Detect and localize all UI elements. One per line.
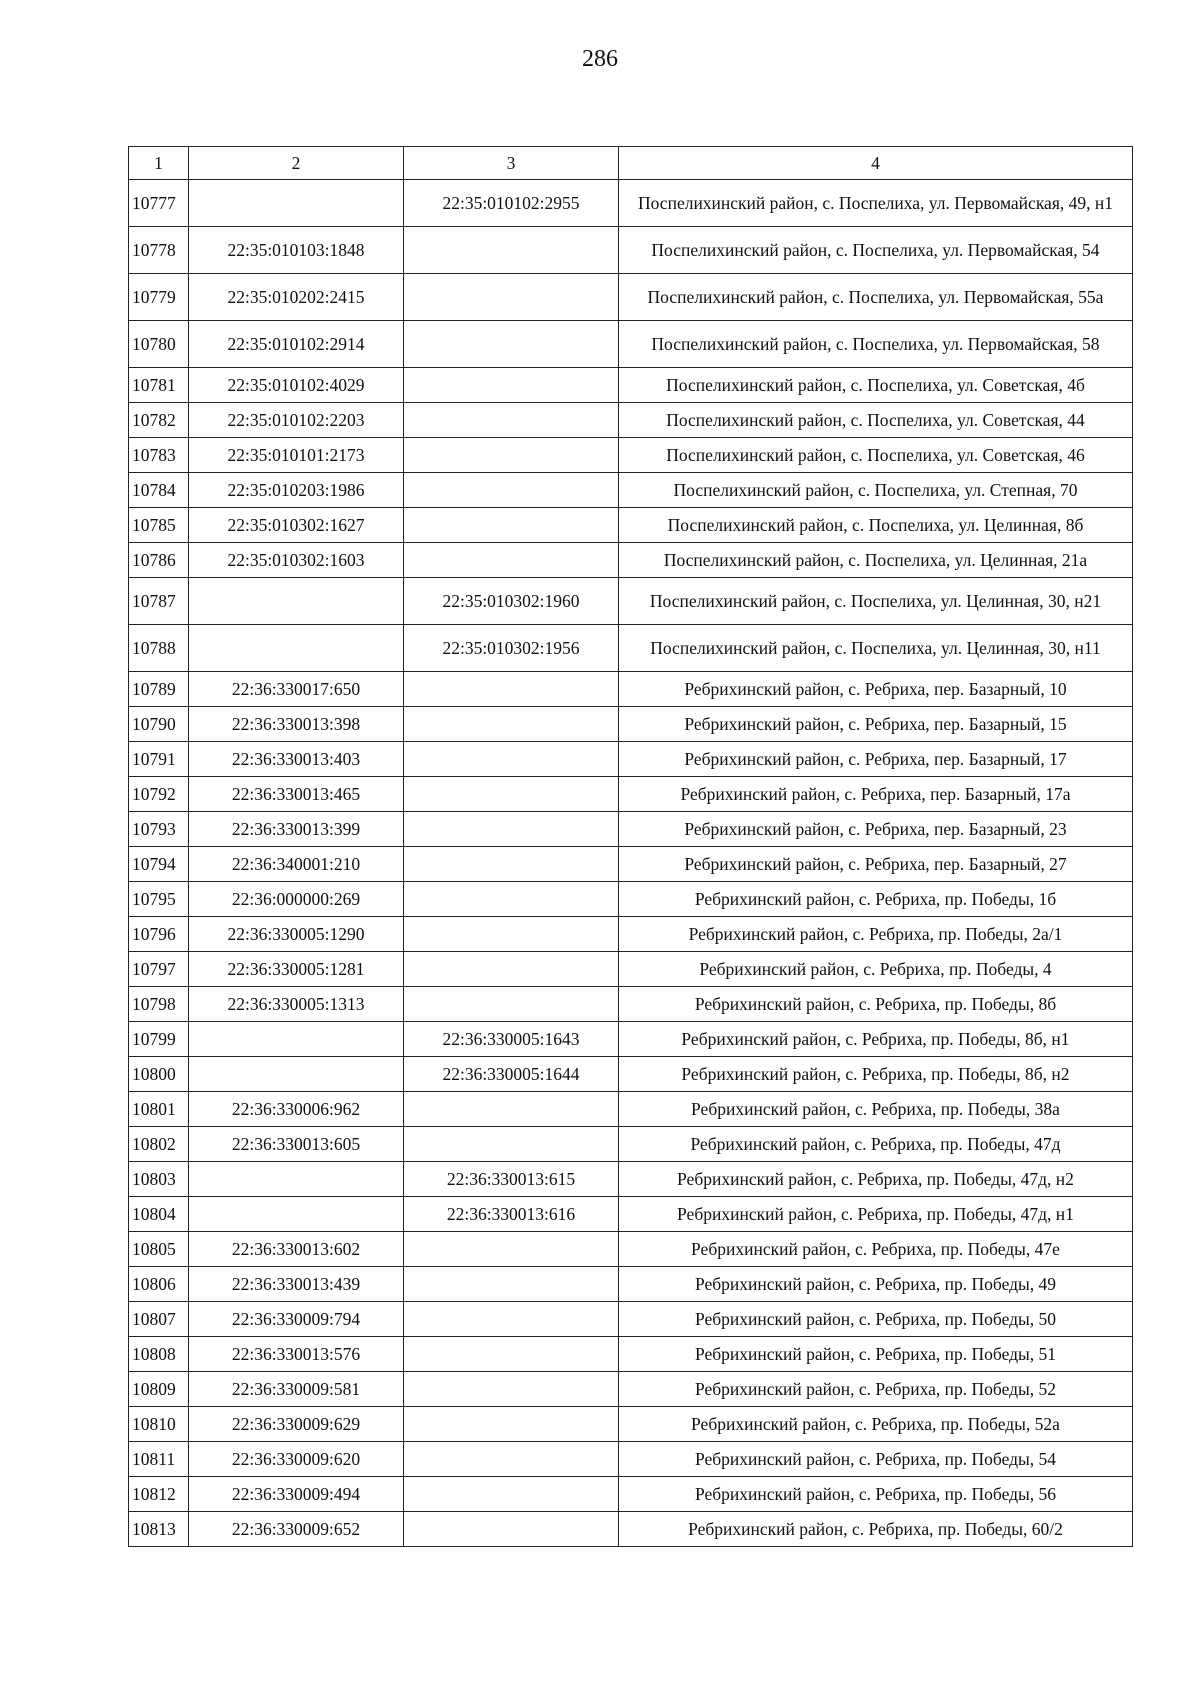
premises-cadastral-number-cell: 22:36:330013:615 xyxy=(404,1162,619,1197)
address-cell: Поспелихинский район, с. Поспелиха, ул. Советская, 44 xyxy=(619,403,1133,438)
address-cell: Ребрихинский район, с. Ребриха, пр. Победы, 54 xyxy=(619,1442,1133,1477)
row-number-cell: 10790 xyxy=(129,707,189,742)
table-row xyxy=(129,987,1133,1022)
address-cell: Ребрихинский район, с. Ребриха, пр. Победы, 49 xyxy=(619,1267,1133,1302)
row-number-cell: 10796 xyxy=(129,917,189,952)
table-row xyxy=(129,438,1133,473)
cadastral-number-cell: 22:36:330013:398 xyxy=(189,707,404,742)
row-number-cell: 10782 xyxy=(129,403,189,438)
row-number-cell: 10787 xyxy=(129,578,189,625)
table-row xyxy=(129,1057,1133,1092)
row-number-cell: 10780 xyxy=(129,321,189,368)
registry-table xyxy=(128,146,1133,1547)
premises-cadastral-number-cell xyxy=(404,1512,619,1547)
row-number-cell: 10798 xyxy=(129,987,189,1022)
address-cell: Поспелихинский район, с. Поспелиха, ул. Целинная, 30, н21 xyxy=(619,578,1133,625)
table-body xyxy=(129,180,1133,1547)
row-number-cell: 10812 xyxy=(129,1477,189,1512)
row-number-cell: 10804 xyxy=(129,1197,189,1232)
cadastral-number-cell: 22:36:330013:403 xyxy=(189,742,404,777)
address-cell: Ребрихинский район, с. Ребриха, пр. Победы, 47д xyxy=(619,1127,1133,1162)
cadastral-number-cell: 22:36:330013:439 xyxy=(189,1267,404,1302)
cadastral-number-cell xyxy=(189,1022,404,1057)
address-cell: Поспелихинский район, с. Поспелиха, ул. Советская, 4б xyxy=(619,368,1133,403)
table-row xyxy=(129,672,1133,707)
address-cell: Поспелихинский район, с. Поспелиха, ул. Целинная, 21а xyxy=(619,543,1133,578)
premises-cadastral-number-cell xyxy=(404,777,619,812)
row-number-cell: 10806 xyxy=(129,1267,189,1302)
cadastral-number-cell: 22:36:330009:652 xyxy=(189,1512,404,1547)
row-number-cell: 10799 xyxy=(129,1022,189,1057)
premises-cadastral-number-cell xyxy=(404,1092,619,1127)
cadastral-number-cell xyxy=(189,625,404,672)
address-cell: Ребрихинский район, с. Ребриха, пер. Базарный, 17 xyxy=(619,742,1133,777)
row-number-cell: 10791 xyxy=(129,742,189,777)
table-row xyxy=(129,403,1133,438)
premises-cadastral-number-cell: 22:35:010302:1960 xyxy=(404,578,619,625)
table-row xyxy=(129,917,1133,952)
cadastral-number-cell: 22:35:010302:1627 xyxy=(189,508,404,543)
premises-cadastral-number-cell xyxy=(404,274,619,321)
cadastral-number-cell: 22:36:330009:494 xyxy=(189,1477,404,1512)
address-cell: Ребрихинский район, с. Ребриха, пер. Базарный, 17а xyxy=(619,777,1133,812)
premises-cadastral-number-cell xyxy=(404,1232,619,1267)
row-number-cell: 10803 xyxy=(129,1162,189,1197)
premises-cadastral-number-cell xyxy=(404,1302,619,1337)
premises-cadastral-number-cell xyxy=(404,882,619,917)
row-number-cell: 10795 xyxy=(129,882,189,917)
table-row xyxy=(129,1022,1133,1057)
premises-cadastral-number-cell xyxy=(404,1337,619,1372)
premises-cadastral-number-cell xyxy=(404,1477,619,1512)
row-number-cell: 10801 xyxy=(129,1092,189,1127)
premises-cadastral-number-cell xyxy=(404,543,619,578)
table-row xyxy=(129,180,1133,227)
premises-cadastral-number-cell xyxy=(404,742,619,777)
header-col-3: 3 xyxy=(404,147,619,180)
table-row xyxy=(129,952,1133,987)
cadastral-number-cell: 22:36:330009:620 xyxy=(189,1442,404,1477)
address-cell: Ребрихинский район, с. Ребриха, пр. Победы, 51 xyxy=(619,1337,1133,1372)
table-header xyxy=(129,147,1133,180)
row-number-cell: 10802 xyxy=(129,1127,189,1162)
address-cell: Поспелихинский район, с. Поспелиха, ул. Целинная, 30, н11 xyxy=(619,625,1133,672)
table-row xyxy=(129,1267,1133,1302)
address-cell: Ребрихинский район, с. Ребриха, пр. Победы, 1б xyxy=(619,882,1133,917)
address-cell: Поспелихинский район, с. Поспелиха, ул. Степная, 70 xyxy=(619,473,1133,508)
cadastral-number-cell: 22:35:010102:4029 xyxy=(189,368,404,403)
address-cell: Поспелихинский район, с. Поспелиха, ул. Первомайская, 55а xyxy=(619,274,1133,321)
row-number-cell: 10778 xyxy=(129,227,189,274)
address-cell: Поспелихинский район, с. Поспелиха, ул. Первомайская, 58 xyxy=(619,321,1133,368)
table-row xyxy=(129,321,1133,368)
address-cell: Ребрихинский район, с. Ребриха, пр. Победы, 52а xyxy=(619,1407,1133,1442)
row-number-cell: 10807 xyxy=(129,1302,189,1337)
row-number-cell: 10800 xyxy=(129,1057,189,1092)
cadastral-number-cell: 22:36:330013:576 xyxy=(189,1337,404,1372)
premises-cadastral-number-cell xyxy=(404,1442,619,1477)
table-row xyxy=(129,1232,1133,1267)
premises-cadastral-number-cell xyxy=(404,1407,619,1442)
premises-cadastral-number-cell xyxy=(404,987,619,1022)
address-cell: Ребрихинский район, с. Ребриха, пр. Победы, 38а xyxy=(619,1092,1133,1127)
row-number-cell: 10805 xyxy=(129,1232,189,1267)
row-number-cell: 10786 xyxy=(129,543,189,578)
cadastral-number-cell: 22:36:330009:629 xyxy=(189,1407,404,1442)
header-col-2: 2 xyxy=(189,147,404,180)
premises-cadastral-number-cell xyxy=(404,321,619,368)
premises-cadastral-number-cell: 22:35:010302:1956 xyxy=(404,625,619,672)
cadastral-number-cell: 22:36:330013:605 xyxy=(189,1127,404,1162)
cadastral-number-cell: 22:36:000000:269 xyxy=(189,882,404,917)
table-row xyxy=(129,742,1133,777)
table-row xyxy=(129,508,1133,543)
table-row xyxy=(129,1302,1133,1337)
header-row xyxy=(129,147,1133,180)
cadastral-number-cell: 22:36:330006:962 xyxy=(189,1092,404,1127)
premises-cadastral-number-cell xyxy=(404,368,619,403)
table-row xyxy=(129,473,1133,508)
header-col-4: 4 xyxy=(619,147,1133,180)
cadastral-number-cell: 22:36:330013:465 xyxy=(189,777,404,812)
premises-cadastral-number-cell xyxy=(404,227,619,274)
row-number-cell: 10810 xyxy=(129,1407,189,1442)
address-cell: Ребрихинский район, с. Ребриха, пр. Победы, 47д, н2 xyxy=(619,1162,1133,1197)
cadastral-number-cell: 22:35:010302:1603 xyxy=(189,543,404,578)
table-row xyxy=(129,368,1133,403)
row-number-cell: 10779 xyxy=(129,274,189,321)
premises-cadastral-number-cell xyxy=(404,672,619,707)
premises-cadastral-number-cell: 22:36:330005:1643 xyxy=(404,1022,619,1057)
address-cell: Поспелихинский район, с. Поспелиха, ул. Советская, 46 xyxy=(619,438,1133,473)
premises-cadastral-number-cell xyxy=(404,707,619,742)
address-cell: Ребрихинский район, с. Ребриха, пер. Базарный, 23 xyxy=(619,812,1133,847)
table-row xyxy=(129,707,1133,742)
premises-cadastral-number-cell xyxy=(404,812,619,847)
cadastral-number-cell: 22:36:330013:602 xyxy=(189,1232,404,1267)
cadastral-number-cell xyxy=(189,578,404,625)
table-row xyxy=(129,1477,1133,1512)
page-number: 286 xyxy=(582,46,618,72)
address-cell: Ребрихинский район, с. Ребриха, пр. Победы, 8б xyxy=(619,987,1133,1022)
address-cell: Поспелихинский район, с. Поспелиха, ул. Первомайская, 54 xyxy=(619,227,1133,274)
cadastral-number-cell xyxy=(189,1197,404,1232)
table-row xyxy=(129,543,1133,578)
premises-cadastral-number-cell xyxy=(404,508,619,543)
cadastral-number-cell: 22:36:340001:210 xyxy=(189,847,404,882)
row-number-cell: 10788 xyxy=(129,625,189,672)
table-row xyxy=(129,1092,1133,1127)
table-row xyxy=(129,578,1133,625)
premises-cadastral-number-cell xyxy=(404,403,619,438)
cadastral-number-cell: 22:36:330009:794 xyxy=(189,1302,404,1337)
header-col-1: 1 xyxy=(129,147,189,180)
premises-cadastral-number-cell xyxy=(404,952,619,987)
cadastral-number-cell: 22:35:010202:2415 xyxy=(189,274,404,321)
address-cell: Поспелихинский район, с. Поспелиха, ул. Первомайская, 49, н1 xyxy=(619,180,1133,227)
cadastral-number-cell: 22:36:330005:1313 xyxy=(189,987,404,1022)
cadastral-number-cell: 22:35:010103:1848 xyxy=(189,227,404,274)
table-row xyxy=(129,1512,1133,1547)
row-number-cell: 10785 xyxy=(129,508,189,543)
address-cell: Ребрихинский район, с. Ребриха, пр. Победы, 60/2 xyxy=(619,1512,1133,1547)
premises-cadastral-number-cell xyxy=(404,473,619,508)
cadastral-number-cell xyxy=(189,180,404,227)
table-row xyxy=(129,227,1133,274)
cadastral-number-cell: 22:36:330005:1290 xyxy=(189,917,404,952)
row-number-cell: 10797 xyxy=(129,952,189,987)
cadastral-number-cell: 22:35:010203:1986 xyxy=(189,473,404,508)
row-number-cell: 10809 xyxy=(129,1372,189,1407)
table-row xyxy=(129,812,1133,847)
row-number-cell: 10813 xyxy=(129,1512,189,1547)
address-cell: Ребрихинский район, с. Ребриха, пер. Базарный, 15 xyxy=(619,707,1133,742)
row-number-cell: 10808 xyxy=(129,1337,189,1372)
table-row xyxy=(129,274,1133,321)
row-number-cell: 10792 xyxy=(129,777,189,812)
table-row xyxy=(129,847,1133,882)
premises-cadastral-number-cell: 22:35:010102:2955 xyxy=(404,180,619,227)
address-cell: Ребрихинский район, с. Ребриха, пр. Победы, 56 xyxy=(619,1477,1133,1512)
cadastral-number-cell xyxy=(189,1162,404,1197)
table-row xyxy=(129,1162,1133,1197)
cadastral-number-cell: 22:35:010102:2914 xyxy=(189,321,404,368)
table-row xyxy=(129,1337,1133,1372)
row-number-cell: 10793 xyxy=(129,812,189,847)
cadastral-number-cell xyxy=(189,1057,404,1092)
row-number-cell: 10789 xyxy=(129,672,189,707)
row-number-cell: 10794 xyxy=(129,847,189,882)
premises-cadastral-number-cell xyxy=(404,1372,619,1407)
table-row xyxy=(129,1407,1133,1442)
cadastral-number-cell: 22:36:330017:650 xyxy=(189,672,404,707)
premises-cadastral-number-cell xyxy=(404,1267,619,1302)
table-row xyxy=(129,777,1133,812)
premises-cadastral-number-cell xyxy=(404,1127,619,1162)
address-cell: Ребрихинский район, с. Ребриха, пр. Победы, 52 xyxy=(619,1372,1133,1407)
table-row xyxy=(129,1372,1133,1407)
premises-cadastral-number-cell: 22:36:330005:1644 xyxy=(404,1057,619,1092)
address-cell: Ребрихинский район, с. Ребриха, пр. Победы, 4 xyxy=(619,952,1133,987)
address-cell: Ребрихинский район, с. Ребриха, пр. Победы, 50 xyxy=(619,1302,1133,1337)
address-cell: Ребрихинский район, с. Ребриха, пр. Победы, 8б, н1 xyxy=(619,1022,1133,1057)
row-number-cell: 10784 xyxy=(129,473,189,508)
address-cell: Ребрихинский район, с. Ребриха, пр. Победы, 47д, н1 xyxy=(619,1197,1133,1232)
premises-cadastral-number-cell xyxy=(404,438,619,473)
table-row xyxy=(129,1127,1133,1162)
cadastral-number-cell: 22:36:330009:581 xyxy=(189,1372,404,1407)
cadastral-number-cell: 22:36:330013:399 xyxy=(189,812,404,847)
address-cell: Ребрихинский район, с. Ребриха, пер. Базарный, 10 xyxy=(619,672,1133,707)
table-row xyxy=(129,1442,1133,1477)
row-number-cell: 10777 xyxy=(129,180,189,227)
row-number-cell: 10781 xyxy=(129,368,189,403)
premises-cadastral-number-cell: 22:36:330013:616 xyxy=(404,1197,619,1232)
address-cell: Поспелихинский район, с. Поспелиха, ул. Целинная, 8б xyxy=(619,508,1133,543)
premises-cadastral-number-cell xyxy=(404,917,619,952)
address-cell: Ребрихинский район, с. Ребриха, пер. Базарный, 27 xyxy=(619,847,1133,882)
address-cell: Ребрихинский район, с. Ребриха, пр. Победы, 8б, н2 xyxy=(619,1057,1133,1092)
cadastral-number-cell: 22:35:010102:2203 xyxy=(189,403,404,438)
address-cell: Ребрихинский район, с. Ребриха, пр. Победы, 2а/1 xyxy=(619,917,1133,952)
row-number-cell: 10783 xyxy=(129,438,189,473)
cadastral-number-cell: 22:36:330005:1281 xyxy=(189,952,404,987)
premises-cadastral-number-cell xyxy=(404,847,619,882)
table-row xyxy=(129,1197,1133,1232)
row-number-cell: 10811 xyxy=(129,1442,189,1477)
table-row xyxy=(129,882,1133,917)
address-cell: Ребрихинский район, с. Ребриха, пр. Победы, 47е xyxy=(619,1232,1133,1267)
cadastral-number-cell: 22:35:010101:2173 xyxy=(189,438,404,473)
table-row xyxy=(129,625,1133,672)
